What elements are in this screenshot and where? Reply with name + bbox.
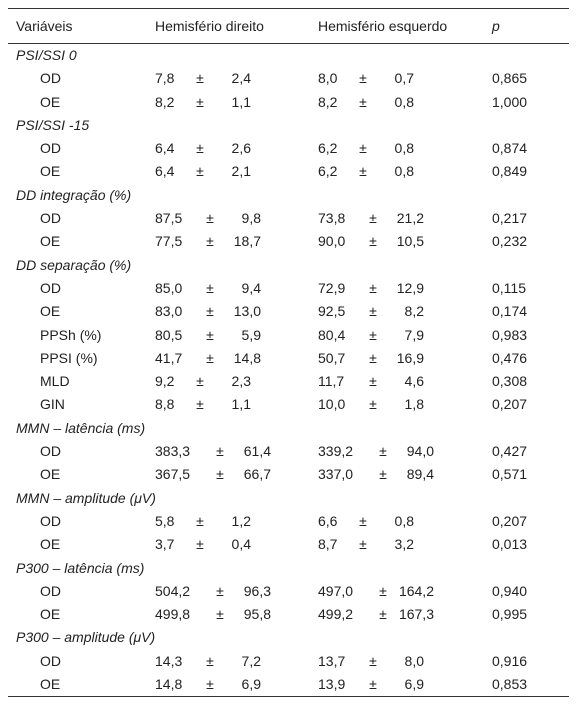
right-hemisphere-plusminus: ± bbox=[196, 163, 204, 180]
right-hemisphere-plusminus: ± bbox=[196, 140, 204, 157]
left-hemisphere-plusminus: ± bbox=[379, 466, 387, 483]
right-hemisphere-mean: 41,7 bbox=[155, 349, 183, 366]
group-title-row bbox=[8, 487, 569, 510]
right-hemisphere-sd: 1,2 bbox=[231, 512, 251, 529]
p-value: 0,013 bbox=[492, 536, 528, 553]
group-title: PSI/SSI -15 bbox=[16, 116, 90, 133]
right-hemisphere-mean: 83,0 bbox=[155, 303, 183, 320]
table-bottom-rule bbox=[8, 696, 569, 697]
left-hemisphere-mean: 90,0 bbox=[318, 233, 346, 250]
table-row bbox=[8, 533, 569, 556]
left-hemisphere-mean: 497,0 bbox=[318, 582, 354, 599]
left-hemisphere-mean: 8,0 bbox=[318, 70, 338, 87]
right-hemisphere-mean: 7,8 bbox=[155, 70, 175, 87]
row-label: PPSI (%) bbox=[40, 349, 98, 366]
left-hemisphere-sd: 0,8 bbox=[394, 512, 414, 529]
right-hemisphere-sd: 7,2 bbox=[241, 652, 261, 669]
left-hemisphere-sd: 0,8 bbox=[394, 93, 414, 110]
row-label: OD bbox=[40, 70, 61, 87]
right-hemisphere-sd: 0,4 bbox=[231, 536, 251, 553]
left-hemisphere-mean: 11,7 bbox=[318, 373, 345, 390]
left-hemisphere-plusminus: ± bbox=[369, 210, 377, 227]
row-label: OE bbox=[40, 233, 61, 250]
right-hemisphere-mean: 5,8 bbox=[155, 512, 175, 529]
right-hemisphere-plusminus: ± bbox=[196, 373, 204, 390]
left-hemisphere-sd: 89,4 bbox=[406, 466, 434, 483]
row-label: OE bbox=[40, 676, 61, 693]
left-hemisphere-plusminus: ± bbox=[359, 536, 367, 553]
right-hemisphere-sd: 18,7 bbox=[233, 233, 261, 250]
right-hemisphere-plusminus: ± bbox=[206, 652, 214, 669]
right-hemisphere-mean: 383,3 bbox=[155, 443, 191, 460]
table-row bbox=[8, 230, 569, 253]
left-hemisphere-sd: 12,9 bbox=[396, 279, 424, 296]
p-value: 0,115 bbox=[492, 279, 526, 296]
left-hemisphere-plusminus: ± bbox=[359, 140, 367, 157]
right-hemisphere-sd: 9,4 bbox=[241, 279, 261, 296]
row-label: OE bbox=[40, 93, 61, 110]
left-hemisphere-plusminus: ± bbox=[359, 93, 367, 110]
left-hemisphere-plusminus: ± bbox=[359, 512, 367, 529]
table-row bbox=[8, 347, 569, 370]
row-label: OE bbox=[40, 163, 61, 180]
left-hemisphere-sd: 16,9 bbox=[396, 349, 424, 366]
right-hemisphere-mean: 14,8 bbox=[155, 676, 183, 693]
group-title-row bbox=[8, 184, 569, 207]
table-row bbox=[8, 91, 569, 114]
left-hemisphere-sd: 8,0 bbox=[404, 652, 424, 669]
left-hemisphere-sd: 0,8 bbox=[394, 140, 414, 157]
right-hemisphere-sd: 66,7 bbox=[243, 466, 271, 483]
table-row bbox=[8, 510, 569, 533]
right-hemisphere-sd: 1,1 bbox=[231, 396, 251, 413]
right-hemisphere-plusminus: ± bbox=[196, 93, 204, 110]
group-title: PSI/SSI 0 bbox=[16, 47, 77, 63]
right-hemisphere-mean: 8,8 bbox=[155, 396, 175, 413]
right-hemisphere-plusminus: ± bbox=[196, 396, 204, 413]
left-hemisphere-plusminus: ± bbox=[369, 373, 377, 390]
right-hemisphere-sd: 96,3 bbox=[243, 582, 271, 599]
left-hemisphere-plusminus: ± bbox=[379, 606, 387, 623]
right-hemisphere-mean: 367,5 bbox=[155, 466, 191, 483]
right-hemisphere-sd: 2,4 bbox=[231, 70, 251, 87]
left-hemisphere-mean: 72,9 bbox=[318, 279, 346, 296]
right-hemisphere-plusminus: ± bbox=[216, 582, 224, 599]
p-value: 0,940 bbox=[492, 582, 528, 599]
left-hemisphere-sd: 7,9 bbox=[404, 326, 424, 343]
table-row bbox=[8, 137, 569, 160]
left-hemisphere-plusminus: ± bbox=[369, 303, 377, 320]
table-row bbox=[8, 440, 569, 463]
left-hemisphere-sd: 3,2 bbox=[394, 536, 414, 553]
p-value: 0,983 bbox=[492, 326, 528, 343]
left-hemisphere-sd: 167,3 bbox=[398, 606, 434, 623]
table-row bbox=[8, 300, 569, 323]
left-hemisphere-mean: 499,2 bbox=[318, 606, 354, 623]
p-value: 0,571 bbox=[492, 466, 528, 483]
left-hemisphere-sd: 8,2 bbox=[404, 303, 424, 320]
p-value: 0,217 bbox=[492, 210, 528, 227]
header-p-value: p bbox=[492, 18, 500, 34]
table-body bbox=[8, 44, 569, 696]
left-hemisphere-mean: 13,7 bbox=[318, 652, 346, 669]
table-row bbox=[8, 324, 569, 347]
group-title: P300 – latência (ms) bbox=[16, 559, 145, 576]
row-label: OE bbox=[40, 606, 61, 623]
p-value: 0,308 bbox=[492, 373, 528, 390]
right-hemisphere-sd: 2,3 bbox=[231, 373, 251, 390]
group-title-row bbox=[8, 417, 569, 440]
left-hemisphere-mean: 339,2 bbox=[318, 443, 354, 460]
p-value: 0,207 bbox=[492, 512, 528, 529]
p-value: 0,849 bbox=[492, 163, 528, 180]
p-value: 0,853 bbox=[492, 676, 528, 693]
group-title: DD separação (%) bbox=[16, 256, 132, 273]
p-value: 0,916 bbox=[492, 652, 528, 669]
left-hemisphere-sd: 0,7 bbox=[394, 70, 414, 87]
left-hemisphere-plusminus: ± bbox=[359, 70, 367, 87]
table-row bbox=[8, 277, 569, 300]
group-title: DD integração (%) bbox=[16, 186, 132, 203]
left-hemisphere-mean: 6,2 bbox=[318, 163, 338, 180]
row-label: OD bbox=[40, 210, 61, 227]
table-row bbox=[8, 160, 569, 183]
right-hemisphere-plusminus: ± bbox=[206, 676, 214, 693]
group-title: P300 – amplitude (μV) bbox=[16, 629, 156, 646]
left-hemisphere-sd: 4,6 bbox=[404, 373, 424, 390]
table-row bbox=[8, 603, 569, 626]
right-hemisphere-plusminus: ± bbox=[196, 536, 204, 553]
left-hemisphere-sd: 94,0 bbox=[406, 443, 434, 460]
right-hemisphere-plusminus: ± bbox=[206, 326, 214, 343]
right-hemisphere-mean: 87,5 bbox=[155, 210, 183, 227]
right-hemisphere-sd: 1,1 bbox=[231, 93, 251, 110]
left-hemisphere-plusminus: ± bbox=[379, 443, 387, 460]
right-hemisphere-plusminus: ± bbox=[196, 512, 204, 529]
left-hemisphere-plusminus: ± bbox=[369, 652, 377, 669]
left-hemisphere-plusminus: ± bbox=[369, 233, 377, 250]
left-hemisphere-mean: 6,6 bbox=[318, 512, 338, 529]
left-hemisphere-sd: 1,8 bbox=[404, 396, 424, 413]
right-hemisphere-mean: 8,2 bbox=[155, 93, 175, 110]
row-label: OD bbox=[40, 279, 61, 296]
right-hemisphere-mean: 14,3 bbox=[155, 652, 183, 669]
group-title-row bbox=[8, 44, 569, 67]
right-hemisphere-mean: 6,4 bbox=[155, 140, 175, 157]
group-title-row bbox=[8, 254, 569, 277]
right-hemisphere-sd: 13,0 bbox=[233, 303, 261, 320]
row-label: OD bbox=[40, 443, 61, 460]
right-hemisphere-sd: 14,8 bbox=[233, 349, 261, 366]
group-title-row bbox=[8, 114, 569, 137]
table-row bbox=[8, 67, 569, 90]
right-hemisphere-sd: 61,4 bbox=[243, 443, 271, 460]
row-label: OD bbox=[40, 140, 61, 157]
left-hemisphere-plusminus: ± bbox=[369, 396, 377, 413]
right-hemisphere-sd: 9,8 bbox=[241, 210, 261, 227]
p-value: 0,174 bbox=[492, 303, 528, 320]
right-hemisphere-plusminus: ± bbox=[206, 210, 214, 227]
p-value: 0,874 bbox=[492, 140, 528, 157]
left-hemisphere-mean: 92,5 bbox=[318, 303, 346, 320]
right-hemisphere-mean: 3,7 bbox=[155, 536, 175, 553]
left-hemisphere-plusminus: ± bbox=[379, 582, 387, 599]
p-value: 0,476 bbox=[492, 349, 528, 366]
right-hemisphere-mean: 77,5 bbox=[155, 233, 183, 250]
row-label: OD bbox=[40, 512, 61, 529]
right-hemisphere-plusminus: ± bbox=[206, 303, 214, 320]
right-hemisphere-plusminus: ± bbox=[216, 443, 224, 460]
p-value: 0,995 bbox=[492, 606, 528, 623]
left-hemisphere-sd: 10,5 bbox=[396, 233, 424, 250]
table-row bbox=[8, 580, 569, 603]
row-label: OE bbox=[40, 536, 61, 553]
left-hemisphere-mean: 8,2 bbox=[318, 93, 338, 110]
left-hemisphere-mean: 10,0 bbox=[318, 396, 346, 413]
left-hemisphere-mean: 6,2 bbox=[318, 140, 338, 157]
p-value: 0,865 bbox=[492, 70, 528, 87]
left-hemisphere-plusminus: ± bbox=[369, 349, 377, 366]
left-hemisphere-plusminus: ± bbox=[369, 279, 377, 296]
right-hemisphere-sd: 95,8 bbox=[243, 606, 271, 623]
right-hemisphere-sd: 2,6 bbox=[231, 140, 251, 157]
left-hemisphere-sd: 6,9 bbox=[404, 676, 424, 693]
right-hemisphere-plusminus: ± bbox=[206, 233, 214, 250]
table-header-row bbox=[8, 9, 569, 43]
right-hemisphere-sd: 6,9 bbox=[241, 676, 261, 693]
left-hemisphere-plusminus: ± bbox=[359, 163, 367, 180]
left-hemisphere-sd: 21,2 bbox=[396, 210, 424, 227]
right-hemisphere-plusminus: ± bbox=[206, 349, 214, 366]
group-title: MMN – amplitude (μV) bbox=[16, 489, 156, 506]
table-row bbox=[8, 370, 569, 393]
right-hemisphere-mean: 85,0 bbox=[155, 279, 183, 296]
right-hemisphere-plusminus: ± bbox=[216, 466, 224, 483]
header-right-hemisphere: Hemisfério direito bbox=[155, 18, 264, 34]
row-label: OD bbox=[40, 652, 61, 669]
p-value: 0,232 bbox=[492, 233, 528, 250]
table-row bbox=[8, 207, 569, 230]
left-hemisphere-mean: 8,7 bbox=[318, 536, 338, 553]
left-hemisphere-plusminus: ± bbox=[369, 326, 377, 343]
left-hemisphere-sd: 164,2 bbox=[398, 582, 434, 599]
row-label: OE bbox=[40, 466, 61, 483]
row-label: OE bbox=[40, 303, 61, 320]
left-hemisphere-mean: 80,4 bbox=[318, 326, 346, 343]
right-hemisphere-mean: 9,2 bbox=[155, 373, 175, 390]
row-label: GIN bbox=[40, 396, 65, 413]
right-hemisphere-plusminus: ± bbox=[206, 279, 214, 296]
results-table bbox=[8, 8, 569, 697]
right-hemisphere-sd: 2,1 bbox=[231, 163, 251, 180]
row-label: PPSh (%) bbox=[40, 326, 102, 343]
header-variables: Variáveis bbox=[16, 18, 73, 34]
right-hemisphere-plusminus: ± bbox=[216, 606, 224, 623]
left-hemisphere-mean: 50,7 bbox=[318, 349, 346, 366]
p-value: 1,000 bbox=[492, 93, 528, 110]
group-title-row bbox=[8, 557, 569, 580]
right-hemisphere-plusminus: ± bbox=[196, 70, 204, 87]
left-hemisphere-mean: 73,8 bbox=[318, 210, 346, 227]
right-hemisphere-sd: 5,9 bbox=[241, 326, 261, 343]
p-value: 0,427 bbox=[492, 443, 528, 460]
row-label: MLD bbox=[40, 373, 70, 390]
right-hemisphere-mean: 80,5 bbox=[155, 326, 183, 343]
group-title-row bbox=[8, 626, 569, 649]
table-row bbox=[8, 673, 569, 696]
left-hemisphere-sd: 0,8 bbox=[394, 163, 414, 180]
left-hemisphere-mean: 337,0 bbox=[318, 466, 354, 483]
table-row bbox=[8, 650, 569, 673]
right-hemisphere-mean: 504,2 bbox=[155, 582, 191, 599]
p-value: 0,207 bbox=[492, 396, 528, 413]
left-hemisphere-plusminus: ± bbox=[369, 676, 377, 693]
group-title: MMN – latência (ms) bbox=[16, 419, 146, 436]
left-hemisphere-mean: 13,9 bbox=[318, 676, 346, 693]
table-row bbox=[8, 393, 569, 416]
right-hemisphere-mean: 6,4 bbox=[155, 163, 175, 180]
right-hemisphere-mean: 499,8 bbox=[155, 606, 191, 623]
row-label: OD bbox=[40, 582, 61, 599]
header-left-hemisphere: Hemisfério esquerdo bbox=[318, 18, 448, 34]
table-row bbox=[8, 463, 569, 486]
